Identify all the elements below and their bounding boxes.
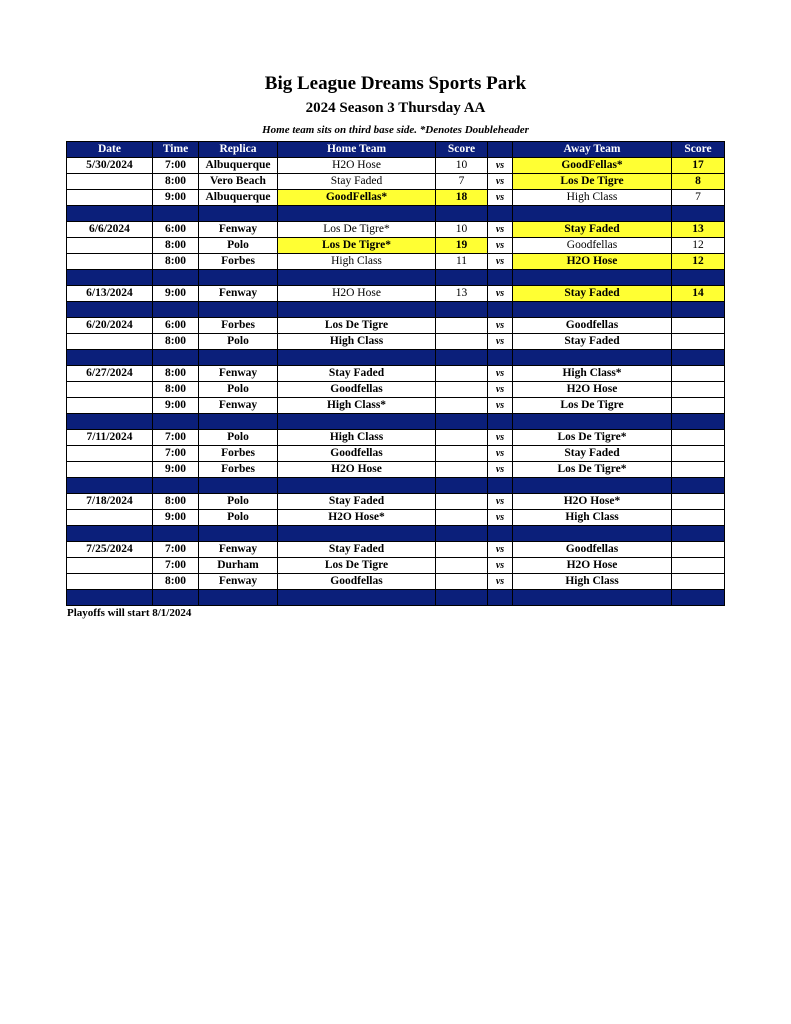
home-score: 7	[436, 174, 488, 190]
game-time: 9:00	[153, 398, 199, 414]
page-title: Big League Dreams Sports Park	[264, 73, 527, 94]
game-row	[67, 190, 725, 206]
game-field: Polo	[199, 494, 278, 510]
season-subtitle: 2024 Season 3 Thursday AA	[305, 100, 486, 116]
separator-cell	[513, 526, 672, 542]
home-score	[436, 558, 488, 574]
away-score	[672, 542, 725, 558]
game-field: Durham	[199, 558, 278, 574]
separator-cell	[488, 302, 513, 318]
game-row	[67, 574, 725, 590]
vs-label: vs	[488, 318, 513, 334]
home-score	[436, 510, 488, 526]
game-time: 7:00	[153, 446, 199, 462]
vs-label: vs	[488, 174, 513, 190]
game-date	[67, 558, 153, 574]
separator-cell	[513, 478, 672, 494]
away-score: 13	[672, 222, 725, 238]
week-separator	[67, 478, 725, 494]
game-date: 6/13/2024	[67, 286, 153, 302]
col-replica: Replica	[199, 142, 278, 158]
game-time: 6:00	[153, 318, 199, 334]
game-date	[67, 254, 153, 270]
separator-cell	[67, 590, 153, 606]
home-score	[436, 334, 488, 350]
separator-cell	[672, 590, 725, 606]
away-team: H2O Hose	[513, 558, 672, 574]
vs-label: vs	[488, 542, 513, 558]
game-date	[67, 334, 153, 350]
game-date	[67, 462, 153, 478]
game-date	[67, 174, 153, 190]
away-team: Stay Faded	[513, 222, 672, 238]
separator-cell	[488, 526, 513, 542]
home-score: 11	[436, 254, 488, 270]
separator-cell	[278, 590, 436, 606]
away-team: Goodfellas	[513, 318, 672, 334]
separator-cell	[67, 206, 153, 222]
home-score	[436, 462, 488, 478]
separator-cell	[672, 526, 725, 542]
away-score: 12	[672, 238, 725, 254]
game-field: Forbes	[199, 318, 278, 334]
schedule-note: Home team sits on third base side. *Denotes Doubleheader	[262, 124, 529, 136]
away-score	[672, 558, 725, 574]
game-date: 7/11/2024	[67, 430, 153, 446]
away-team: Stay Faded	[513, 446, 672, 462]
separator-cell	[199, 350, 278, 366]
separator-cell	[199, 270, 278, 286]
separator-cell	[488, 478, 513, 494]
separator-cell	[672, 302, 725, 318]
away-team: High Class	[513, 510, 672, 526]
separator-cell	[436, 350, 488, 366]
header-row	[67, 142, 725, 158]
game-row	[67, 558, 725, 574]
vs-label: vs	[488, 286, 513, 302]
game-field: Polo	[199, 510, 278, 526]
away-score: 17	[672, 158, 725, 174]
separator-cell	[488, 590, 513, 606]
away-team: Stay Faded	[513, 286, 672, 302]
separator-cell	[436, 414, 488, 430]
game-date	[67, 446, 153, 462]
game-row	[67, 462, 725, 478]
separator-cell	[488, 350, 513, 366]
vs-label: vs	[488, 190, 513, 206]
away-team: High Class	[513, 190, 672, 206]
week-separator	[67, 590, 725, 606]
game-row	[67, 382, 725, 398]
game-field: Fenway	[199, 286, 278, 302]
home-score: 10	[436, 158, 488, 174]
separator-cell	[67, 526, 153, 542]
game-row	[67, 334, 725, 350]
game-date	[67, 398, 153, 414]
away-team: GoodFellas*	[513, 158, 672, 174]
game-date: 7/18/2024	[67, 494, 153, 510]
game-date: 5/30/2024	[67, 158, 153, 174]
away-score	[672, 494, 725, 510]
away-score	[672, 366, 725, 382]
game-field: Vero Beach	[199, 174, 278, 190]
home-score	[436, 366, 488, 382]
separator-cell	[67, 270, 153, 286]
separator-cell	[153, 206, 199, 222]
home-score	[436, 542, 488, 558]
separator-cell	[513, 414, 672, 430]
vs-label: vs	[488, 558, 513, 574]
week-separator	[67, 526, 725, 542]
separator-cell	[436, 478, 488, 494]
separator-cell	[67, 478, 153, 494]
game-field: Fenway	[199, 222, 278, 238]
away-team: Stay Faded	[513, 334, 672, 350]
game-time: 8:00	[153, 574, 199, 590]
home-team: Goodfellas	[278, 382, 436, 398]
game-field: Albuquerque	[199, 190, 278, 206]
separator-cell	[278, 478, 436, 494]
separator-cell	[672, 414, 725, 430]
separator-cell	[672, 270, 725, 286]
col-vs	[488, 142, 513, 158]
vs-label: vs	[488, 334, 513, 350]
home-team: High Class*	[278, 398, 436, 414]
away-team: Los De Tigre	[513, 398, 672, 414]
home-score: 13	[436, 286, 488, 302]
game-time: 6:00	[153, 222, 199, 238]
home-team: H2O Hose	[278, 158, 436, 174]
game-field: Forbes	[199, 254, 278, 270]
home-score	[436, 574, 488, 590]
home-score	[436, 430, 488, 446]
game-date: 7/25/2024	[67, 542, 153, 558]
week-separator	[67, 414, 725, 430]
away-team: Goodfellas	[513, 542, 672, 558]
game-row	[67, 446, 725, 462]
separator-cell	[153, 590, 199, 606]
away-score	[672, 318, 725, 334]
separator-cell	[278, 526, 436, 542]
game-field: Polo	[199, 334, 278, 350]
separator-cell	[672, 206, 725, 222]
col-home-score: Score	[436, 142, 488, 158]
col-home-team: Home Team	[278, 142, 436, 158]
separator-cell	[199, 590, 278, 606]
vs-label: vs	[488, 462, 513, 478]
game-time: 9:00	[153, 286, 199, 302]
home-team: Stay Faded	[278, 174, 436, 190]
vs-label: vs	[488, 158, 513, 174]
home-team: H2O Hose*	[278, 510, 436, 526]
game-field: Fenway	[199, 366, 278, 382]
game-date	[67, 382, 153, 398]
home-score	[436, 318, 488, 334]
home-team: H2O Hose	[278, 462, 436, 478]
separator-cell	[153, 270, 199, 286]
away-score	[672, 334, 725, 350]
separator-cell	[488, 206, 513, 222]
home-team: Stay Faded	[278, 494, 436, 510]
away-team: Goodfellas	[513, 238, 672, 254]
week-separator	[67, 302, 725, 318]
game-time: 7:00	[153, 158, 199, 174]
home-score: 10	[436, 222, 488, 238]
separator-cell	[513, 206, 672, 222]
separator-cell	[513, 350, 672, 366]
separator-cell	[199, 414, 278, 430]
separator-cell	[153, 350, 199, 366]
game-row	[67, 398, 725, 414]
separator-cell	[488, 414, 513, 430]
game-time: 9:00	[153, 190, 199, 206]
home-team: High Class	[278, 254, 436, 270]
separator-cell	[513, 590, 672, 606]
separator-cell	[436, 526, 488, 542]
vs-label: vs	[488, 222, 513, 238]
game-time: 8:00	[153, 382, 199, 398]
separator-cell	[199, 302, 278, 318]
game-date	[67, 190, 153, 206]
home-team: High Class	[278, 334, 436, 350]
schedule-body	[67, 158, 725, 606]
game-time: 8:00	[153, 174, 199, 190]
separator-cell	[153, 526, 199, 542]
away-team: H2O Hose	[513, 254, 672, 270]
vs-label: vs	[488, 574, 513, 590]
game-field: Fenway	[199, 574, 278, 590]
separator-cell	[278, 350, 436, 366]
separator-cell	[672, 350, 725, 366]
game-date	[67, 574, 153, 590]
separator-cell	[278, 302, 436, 318]
away-score: 12	[672, 254, 725, 270]
vs-label: vs	[488, 398, 513, 414]
vs-label: vs	[488, 254, 513, 270]
vs-label: vs	[488, 430, 513, 446]
home-score: 18	[436, 190, 488, 206]
home-team: Goodfellas	[278, 446, 436, 462]
col-date: Date	[67, 142, 153, 158]
separator-cell	[436, 206, 488, 222]
away-score	[672, 574, 725, 590]
game-field: Albuquerque	[199, 158, 278, 174]
week-separator	[67, 270, 725, 286]
separator-cell	[67, 302, 153, 318]
game-row	[67, 254, 725, 270]
playoffs-note: Playoffs will start 8/1/2024	[67, 607, 192, 619]
home-score	[436, 398, 488, 414]
week-separator	[67, 206, 725, 222]
game-date: 6/20/2024	[67, 318, 153, 334]
separator-cell	[513, 302, 672, 318]
game-field: Forbes	[199, 446, 278, 462]
away-team: Los De Tigre*	[513, 430, 672, 446]
away-score: 7	[672, 190, 725, 206]
game-time: 7:00	[153, 558, 199, 574]
col-away-team: Away Team	[513, 142, 672, 158]
home-score	[436, 382, 488, 398]
away-score	[672, 398, 725, 414]
separator-cell	[278, 206, 436, 222]
game-row	[67, 494, 725, 510]
game-time: 7:00	[153, 430, 199, 446]
away-score	[672, 510, 725, 526]
away-team: Los De Tigre	[513, 174, 672, 190]
game-date: 6/27/2024	[67, 366, 153, 382]
game-date	[67, 238, 153, 254]
separator-cell	[278, 414, 436, 430]
home-team: GoodFellas*	[278, 190, 436, 206]
separator-cell	[199, 526, 278, 542]
separator-cell	[436, 270, 488, 286]
separator-cell	[67, 350, 153, 366]
vs-label: vs	[488, 446, 513, 462]
vs-label: vs	[488, 382, 513, 398]
game-time: 9:00	[153, 510, 199, 526]
vs-label: vs	[488, 366, 513, 382]
separator-cell	[278, 270, 436, 286]
col-time: Time	[153, 142, 199, 158]
away-score: 8	[672, 174, 725, 190]
game-time: 9:00	[153, 462, 199, 478]
vs-label: vs	[488, 238, 513, 254]
game-row	[67, 542, 725, 558]
away-team: High Class*	[513, 366, 672, 382]
separator-cell	[436, 302, 488, 318]
home-team: Los De Tigre	[278, 318, 436, 334]
separator-cell	[67, 414, 153, 430]
game-time: 7:00	[153, 542, 199, 558]
home-score	[436, 446, 488, 462]
game-time: 8:00	[153, 238, 199, 254]
away-team: High Class	[513, 574, 672, 590]
game-field: Polo	[199, 238, 278, 254]
game-row	[67, 286, 725, 302]
game-time: 8:00	[153, 254, 199, 270]
game-field: Fenway	[199, 398, 278, 414]
separator-cell	[153, 414, 199, 430]
away-score: 14	[672, 286, 725, 302]
home-team: Stay Faded	[278, 542, 436, 558]
away-team: H2O Hose*	[513, 494, 672, 510]
separator-cell	[672, 478, 725, 494]
vs-label: vs	[488, 494, 513, 510]
game-date	[67, 510, 153, 526]
home-team: Stay Faded	[278, 366, 436, 382]
game-time: 8:00	[153, 334, 199, 350]
schedule-table	[66, 141, 725, 606]
game-field: Forbes	[199, 462, 278, 478]
game-field: Polo	[199, 382, 278, 398]
game-date: 6/6/2024	[67, 222, 153, 238]
away-score	[672, 430, 725, 446]
away-score	[672, 382, 725, 398]
week-separator	[67, 350, 725, 366]
separator-cell	[153, 478, 199, 494]
game-row	[67, 510, 725, 526]
separator-cell	[199, 206, 278, 222]
home-score: 19	[436, 238, 488, 254]
game-row	[67, 430, 725, 446]
game-row	[67, 158, 725, 174]
game-row	[67, 238, 725, 254]
home-team: Goodfellas	[278, 574, 436, 590]
away-score	[672, 462, 725, 478]
separator-cell	[488, 270, 513, 286]
game-row	[67, 366, 725, 382]
home-team: Los De Tigre*	[278, 222, 436, 238]
game-row	[67, 222, 725, 238]
game-row	[67, 174, 725, 190]
separator-cell	[199, 478, 278, 494]
game-row	[67, 318, 725, 334]
separator-cell	[436, 590, 488, 606]
separator-cell	[513, 270, 672, 286]
col-away-score: Score	[672, 142, 725, 158]
away-team: Los De Tigre*	[513, 462, 672, 478]
game-field: Fenway	[199, 542, 278, 558]
home-team: Los De Tigre*	[278, 238, 436, 254]
home-team: Los De Tigre	[278, 558, 436, 574]
game-time: 8:00	[153, 366, 199, 382]
home-team: H2O Hose	[278, 286, 436, 302]
vs-label: vs	[488, 510, 513, 526]
away-score	[672, 446, 725, 462]
home-team: High Class	[278, 430, 436, 446]
away-team: H2O Hose	[513, 382, 672, 398]
game-field: Polo	[199, 430, 278, 446]
game-time: 8:00	[153, 494, 199, 510]
separator-cell	[153, 302, 199, 318]
home-score	[436, 494, 488, 510]
